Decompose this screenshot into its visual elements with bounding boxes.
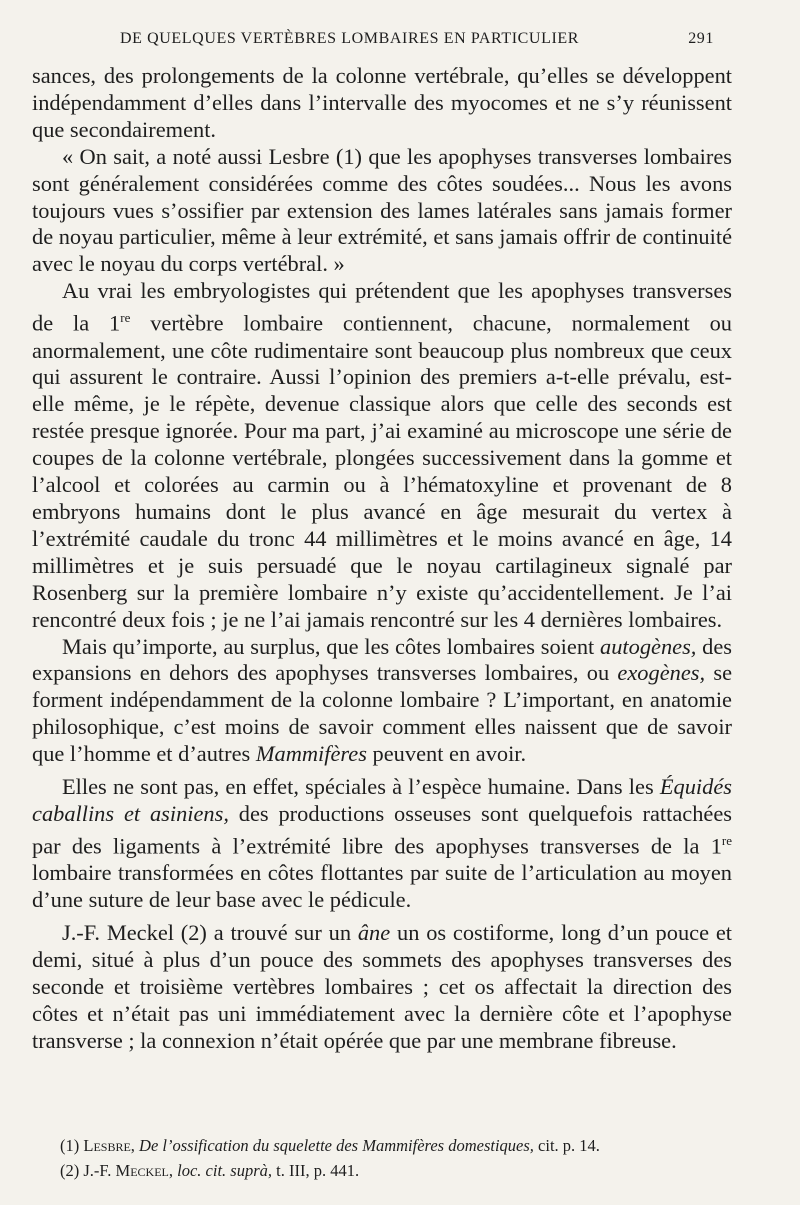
footnote-author: Lesbre, [83,1136,135,1155]
footnote-2 [60,1158,740,1183]
italic-mammiferes: Mammifères [255,741,367,767]
italic-equides: Équidés caballins et asiniens, [32,774,732,826]
paragraph-5-part1: Elles ne sont pas, en effet, spéciales à l’espèce humaine. Dans les [62,774,660,800]
paragraph-1: sances, des prolongements de la colonne vertébrale, qu’elles se développent indépendamment d’elles dans l’intervalle des myocomes et ne s’y réunissent que secondairement. [32,63,732,142]
footnote-1 [60,1133,740,1158]
body-text [32,63,732,1055]
paragraph-4 [32,634,732,769]
paragraph-4-part3: se forment indépendamment de la colonne lombaire ? L’important, en anatomie philosophique, c’est moins de savoir comment elles naissent que de savoir que l’homme et d’autres [32,660,733,767]
italic-autogenes: autogènes, [600,633,697,659]
page-number: 291 [688,30,714,47]
paragraph-3-part1: Au vrai les embryologistes qui prétendent que les apophyses transverses de la 1 [32,278,732,336]
italic-ane: âne [357,920,391,946]
paragraph-6-part2: un os costiforme, long d’un pouce et demi, situé à plus d’un pouce des sommets des apophyses transverses des seconde et troisième vertèbres lombaires ; cet os affectait la direction des côtes et n’était pas uni immédiatement avec la dernière côte et l’apophyse transverse ; la connexion n’était opérée que par une membrane fibreuse. [32,920,732,1053]
paragraph-3 [32,278,732,633]
running-header [32,30,714,54]
footnote-title: De l’ossification du squelette des Mammifères domestiques, [139,1136,534,1155]
footnote-number: (2) [60,1161,80,1180]
paragraph-2: « On sait, a noté aussi Lesbre (1) que les apophyses transverses lombaires sont généralement considérées comme des côtes soudées... Nous les avons toujours vues s’ossifier par extension des lames latérales sans jamais former de noyau particulier, même à leur extrémité, et sans jamais offrir de continuité avec le noyau du corps vertébral. » [32,143,733,277]
paragraph-4-part2: des expansions en dehors des apophyses transverses lombaires, ou [32,633,733,686]
ordinal-superscript: re [721,832,732,848]
footnote-title: loc. cit. suprà, [177,1161,272,1180]
footnotes [60,1133,740,1183]
footnote-author-prefix: J.-F. [83,1161,116,1180]
paragraph-4-part4: peuvent en avoir. [366,741,527,767]
paragraph-5 [32,774,732,914]
italic-exogenes: exogènes, [617,660,706,686]
paragraph-5-part2: des productions osseuses sont quelquefois rattachées par des ligaments à l’extrémité libre des apophyses transverses de la 1 [32,800,732,859]
footnote-rest: cit. p. 14. [533,1136,600,1155]
paragraph-5-part3: lombaire transformées en côtes flottantes par suite de l’articulation au moyen d’une suture de leur base avec le pédicule. [32,860,732,913]
footnote-rest: t. III, p. 441. [272,1161,360,1180]
footnote-author: Meckel, [115,1161,173,1180]
footnote-number: (1) [60,1136,80,1155]
paragraph-6-part1: J.-F. Meckel (2) a trouvé sur un [62,920,358,946]
paragraph-3-part2: vertèbre lombaire contiennent, chacune, normalement ou anormalement, une côte rudimentaire sont beaucoup plus nombreux que ceux qui assurent le contraire. Aussi l’opinion des premiers a-t-elle prévalu, est-elle même, je le répète, devenue classique alors que celle des seconds est restée presque ignorée. Pour ma part, j’ai examiné au microscope une série de coupes de la colonne vertébrale, plongées successivement dans la gomme et l’alcool et colorées au carmin ou à l’hématoxyline et provenant de 8 embryons humains dont le plus avancé en âge mesurait du vertex à l’extrémité caudale du tronc 44 millimètres et le moins avancé en âge, 14 millimètres et je suis persuadé que le noyau cartilagineux signalé par Rosenberg sur la première lombaire n’y existe qu’accidentellement. Je l’ai rencontré deux fois ; je ne l’ai jamais rencontré sur les 4 dernières lombaires. [32,310,732,632]
paragraph-4-part1: Mais qu’importe, au surplus, que les côtes lombaires soient [62,633,601,659]
running-title: DE QUELQUES VERTÈBRES LOMBAIRES EN PARTICULIER [120,30,580,47]
ordinal-superscript: re [120,310,131,326]
paragraph-6 [32,920,732,1055]
